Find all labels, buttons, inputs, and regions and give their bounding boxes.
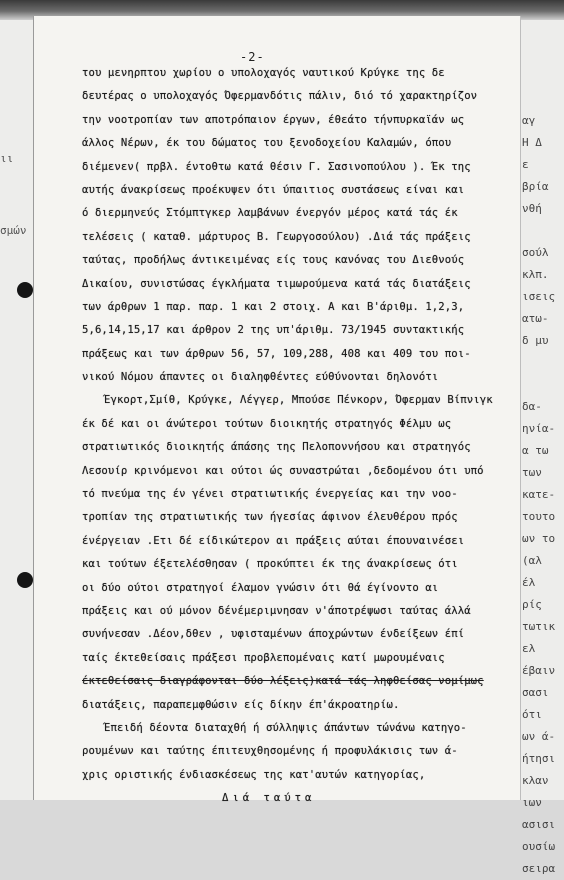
text-line: πράξεις και ού μόνον δένέμεριμνησαν ν'άποτρέψωσι ταύτας άλλά xyxy=(82,604,471,617)
left-page-bleed xyxy=(0,150,32,240)
bleed-fragment: ήτησι xyxy=(522,752,556,765)
bleed-fragment xyxy=(522,220,564,242)
text-line: έκτεθείσαις διαγράφονται δύο λέξεις)κατά τάς ληφθείσας νομίμως xyxy=(82,675,484,688)
text-line: νικού Νόμου άπαντες οι διαληφθέντες εύθύνονται δηλονότι xyxy=(82,371,439,384)
punch-hole xyxy=(17,282,33,298)
text-line: 5,6,14,15,17 και άρθρον 2 της υπ'άριθμ. 73/1945 συντακτικής xyxy=(82,324,465,337)
bleed-fragment: (αλ xyxy=(522,554,542,567)
text-line: ταύτας, προδήλως άντικειμένας είς τους κανόνας του Διεθνούς xyxy=(82,254,465,267)
bleed-fragment: σμών xyxy=(0,224,27,237)
bleed-fragment: σούλ xyxy=(522,246,549,259)
bleed-fragment: τουτο xyxy=(522,510,556,523)
text-line: οι δύο ούτοι στρατηγοί έλαμον γνώσιν ότι θά έγίνοντο αι xyxy=(82,581,439,594)
text-line: την νοοτροπίαν των αποτρόπαιον έργων, έθεάτο τήνπυρκαϊάν ως xyxy=(82,113,465,126)
page-number: -2- xyxy=(240,50,265,64)
text-line: ό διερμηνεύς Στόμπτγκερ λαμβάνων ένεργόν μέρος κατά τάς έκ xyxy=(82,207,458,220)
text-line: πράξεως και των άρθρων 56, 57, 109,288, 408 και 409 του ποι- xyxy=(82,347,471,360)
bleed-fragment: ελ xyxy=(522,642,536,655)
bleed-fragment xyxy=(522,352,564,374)
bleed-fragment: α τω xyxy=(522,444,549,457)
bleed-fragment: ατω- xyxy=(522,312,549,325)
bleed-fragment: ρίς xyxy=(522,598,542,611)
text-line: και τούτων έξετελέσθησαν ( προκύπτει έκ της άνακρίσεως ότι xyxy=(82,558,458,571)
text-line: Έπειδή δέοντα διαταχθή ή σύλληψις άπάντων τώνάνω κατηγο- xyxy=(104,721,467,734)
text-line: των άρθρων 1 παρ. παρ. 1 και 2 στοιχ. Α και Β'άριθμ. 1,2,3, xyxy=(82,300,465,313)
text-line: τροπίαν της στρατιωτικής των ήγεσίας άφινον έλευθέρου πρός xyxy=(82,511,458,524)
bleed-fragment xyxy=(0,168,32,186)
bleed-fragment: ουσίω xyxy=(522,840,556,853)
text-line: Διά ταύτα xyxy=(222,792,316,805)
bleed-fragment: ων ά- xyxy=(522,730,556,743)
bleed-fragment xyxy=(0,204,32,222)
right-page-bleed xyxy=(522,110,564,880)
text-line: συνήνεσαν .Δέον,δθεν , υφισταμένων άποχρώντων ένδείξεων έπί xyxy=(82,628,465,641)
text-line: ταίς έκτεθείσαις πράξεσι προβλεπομέναις κατί μωρουμέναις xyxy=(82,651,445,664)
bleed-fragment: κατε- xyxy=(522,488,556,501)
bleed-fragment xyxy=(0,186,32,204)
bleed-fragment: κλαν xyxy=(522,774,549,787)
bleed-fragment xyxy=(522,374,564,396)
text-line: στρατιωτικός διοικητής άπάσης της Πελοποννήσου και στρατηγός xyxy=(82,441,471,454)
bleed-fragment: ηνία- xyxy=(522,422,556,435)
bleed-fragment: σειρα xyxy=(522,862,556,875)
text-line: τελέσεις ( καταθ. μάρτυρος Β. Γεωργοσούλου) .Διά τάς πράξεις xyxy=(82,230,471,243)
bleed-fragment: κλπ. xyxy=(522,268,549,281)
bleed-fragment: των xyxy=(522,466,542,479)
bleed-fragment: ισεις xyxy=(522,290,556,303)
bleed-fragment: ων το xyxy=(522,532,556,545)
bleed-fragment: ιων xyxy=(522,796,542,809)
text-line: τό πνεύμα της έν γένει στρατιωτικής ένεργείας και την νοο- xyxy=(82,488,458,501)
bleed-fragment: ε xyxy=(522,158,529,171)
bleed-fragment: δ μυ xyxy=(522,334,549,347)
bleed-fragment: αγ xyxy=(522,114,536,127)
text-line: ένέργειαν .Ετι δέ είδικώτερον αι πράξεις αύται έπουναινέσει xyxy=(82,534,465,547)
bleed-fragment: ότι xyxy=(522,708,542,721)
text-line: δευτέρας ο υπολοχαγός Όφερμανδότις πάλιν, διό τό χαρακτηρίζον xyxy=(82,90,478,103)
bleed-fragment: ασισι xyxy=(522,818,556,831)
punch-hole xyxy=(17,572,33,588)
bleed-fragment: ιι xyxy=(0,152,14,165)
bleed-fragment: σασι xyxy=(522,686,549,699)
text-line: του μενηρπτου χωρίου ο υπολοχαγός ναυτικού Κρύγκε της δε xyxy=(82,67,445,79)
text-line: έκ δέ και οι άνώτεροι τούτων διοικητής στρατηγός Φέλμυ ως xyxy=(82,417,452,430)
text-line: διέμενεν( πρβλ. έντοθτω κατά θέσιν Γ. Σασινοπούλου ). Έκ της xyxy=(82,160,471,173)
bleed-fragment: δα- xyxy=(522,400,542,413)
bleed-fragment: τωτικ xyxy=(522,620,556,633)
typed-text-body xyxy=(82,62,520,811)
text-line: Δικαίου, συνιστώσας έγκλήματα τιμωρούμενα κατά τάς διατάξεις xyxy=(82,277,471,290)
bleed-fragment: έλ xyxy=(522,576,536,589)
text-line: Έγκορτ,Σμίθ, Κρύγκε, Λέγγερ, Μπούσε Πένκορν, Όφερμαν Βίπνιγκ xyxy=(104,394,493,407)
bleed-fragment: νθή xyxy=(522,202,542,215)
text-line: αυτής άνακρίσεως προέκυψεν ότι ύπαιτιος συστάσεως είναι και xyxy=(82,183,465,196)
text-line: ρουμένων και ταύτης έπιτευχθησομένης ή προφυλάκισις των ά- xyxy=(82,745,458,758)
text-line: χρις οριστικής ένδιασκέσεως της κατ'αυτών κατηγορίας, xyxy=(82,768,426,781)
bleed-fragment: βρία xyxy=(522,180,549,193)
text-line: άλλος Νέρων, έκ του δώματος του ξενοδοχείου Καλαμών, όπου xyxy=(82,137,452,150)
text-line: διατάξεις, παραπεμφθώσιν είς δίκην έπ'άκροατηρίω. xyxy=(82,698,400,711)
text-line: Λεσουίρ κρινόμενοι και ούτοι ώς συναστρώται ,δεδομένου ότι υπό xyxy=(82,464,484,477)
bleed-fragment: έβαιν xyxy=(522,664,556,677)
bleed-fragment: Η Δ xyxy=(522,136,542,149)
